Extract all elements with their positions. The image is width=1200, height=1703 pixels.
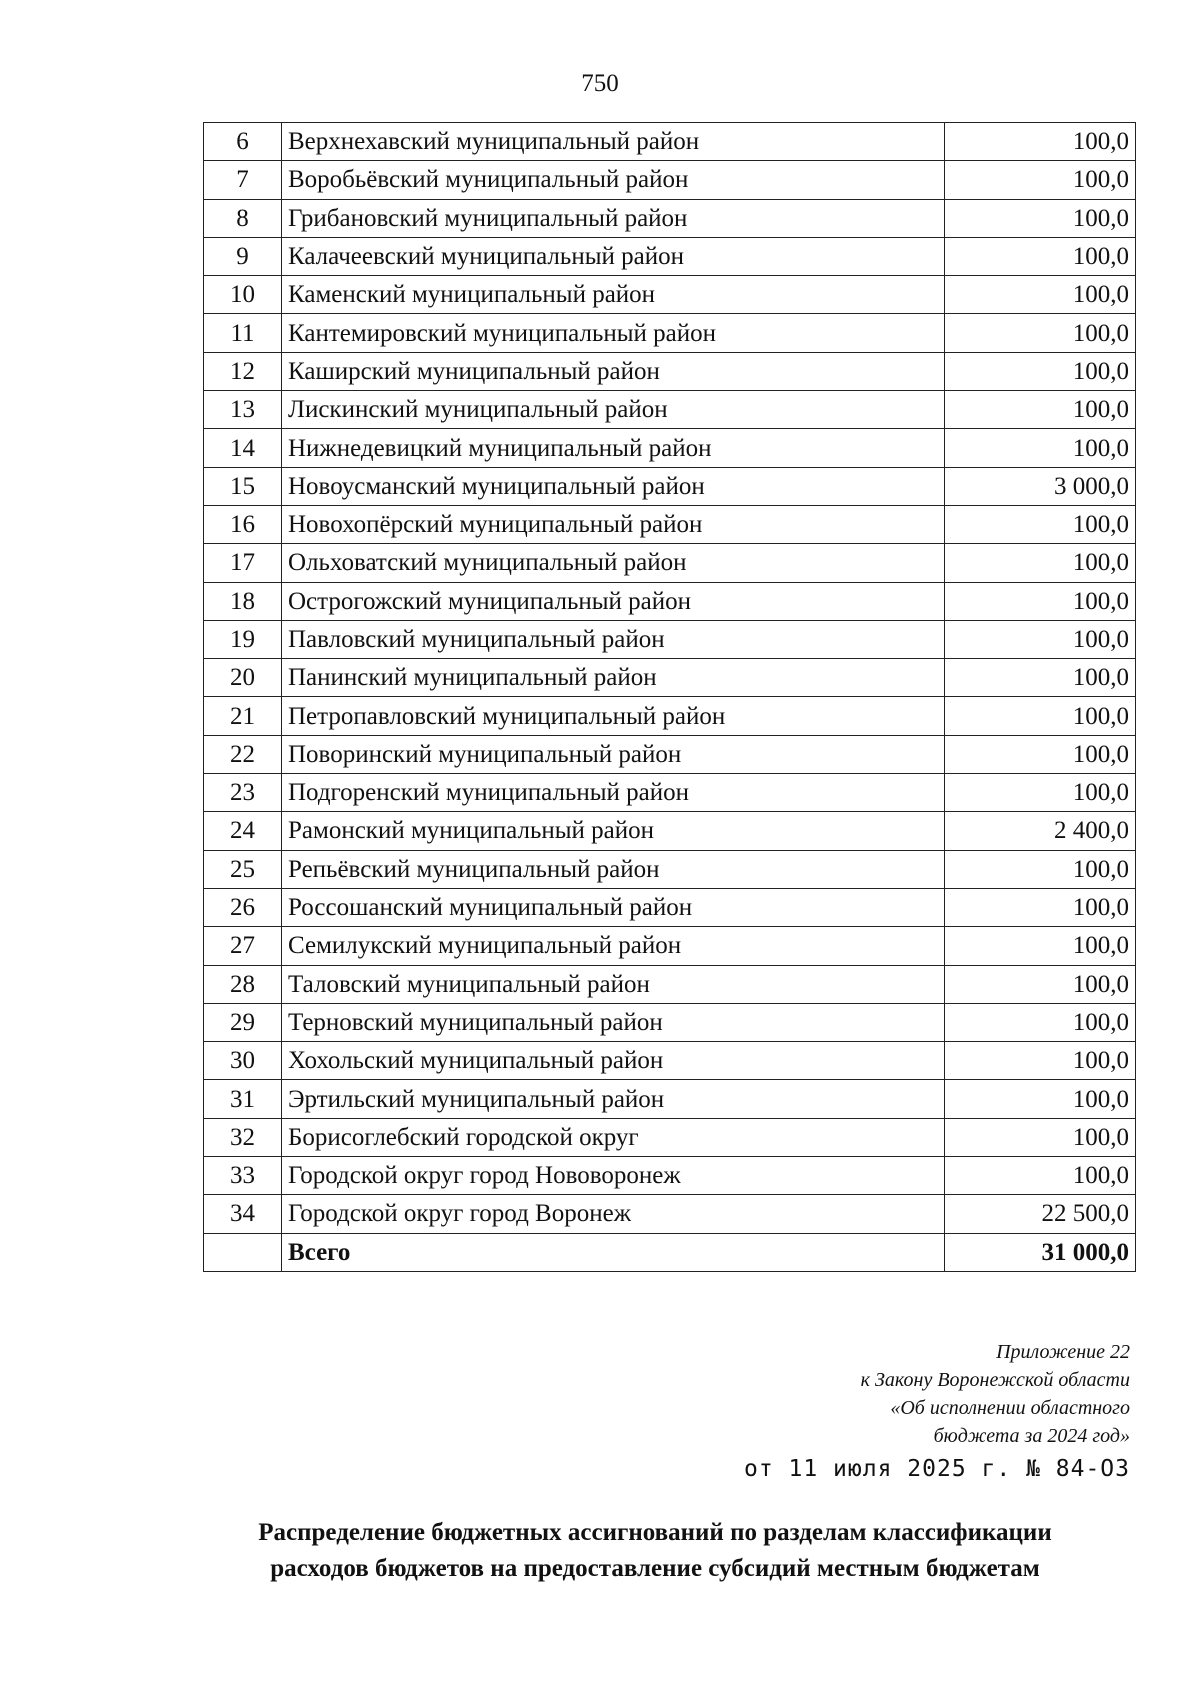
municipality-name-cell: Рамонский муниципальный район xyxy=(282,812,945,850)
municipality-name-cell: Новохопёрский муниципальный район xyxy=(282,505,945,543)
amount-cell: 100,0 xyxy=(945,276,1136,314)
municipality-name-cell: Острогожский муниципальный район xyxy=(282,582,945,620)
amount-cell: 100,0 xyxy=(945,391,1136,429)
amount-cell: 100,0 xyxy=(945,161,1136,199)
row-number-cell: 15 xyxy=(204,467,282,505)
document-title xyxy=(180,1515,1130,1587)
municipality-name-cell: Калачеевский муниципальный район xyxy=(282,237,945,275)
municipality-name-cell: Павловский муниципальный район xyxy=(282,620,945,658)
title-line: расходов бюджетов на предоставление субсидий местным бюджетам xyxy=(270,1555,1040,1582)
table-row xyxy=(204,391,1136,429)
municipality-name-cell: Всего xyxy=(282,1233,945,1271)
amount-cell: 100,0 xyxy=(945,582,1136,620)
table-row xyxy=(204,123,1136,161)
amount-cell: 31 000,0 xyxy=(945,1233,1136,1271)
row-number-cell: 8 xyxy=(204,199,282,237)
municipality-name-cell: Таловский муниципальный район xyxy=(282,965,945,1003)
appendix-line: Приложение 22 xyxy=(996,1341,1130,1363)
row-number-cell: 14 xyxy=(204,429,282,467)
municipality-name-cell: Эртильский муниципальный район xyxy=(282,1080,945,1118)
row-number-cell: 26 xyxy=(204,888,282,926)
row-number-cell: 32 xyxy=(204,1118,282,1156)
total-row xyxy=(204,1233,1136,1271)
table-row xyxy=(204,276,1136,314)
table-row xyxy=(204,927,1136,965)
amount-cell: 100,0 xyxy=(945,123,1136,161)
table-row xyxy=(204,429,1136,467)
amount-cell: 100,0 xyxy=(945,352,1136,390)
amount-cell: 100,0 xyxy=(945,429,1136,467)
municipality-name-cell: Городской округ город Нововоронеж xyxy=(282,1157,945,1195)
amount-cell: 100,0 xyxy=(945,735,1136,773)
municipality-name-cell: Грибановский муниципальный район xyxy=(282,199,945,237)
row-number-cell xyxy=(204,1233,282,1271)
table-row xyxy=(204,161,1136,199)
amount-cell: 100,0 xyxy=(945,659,1136,697)
municipality-name-cell: Городской округ город Воронеж xyxy=(282,1195,945,1233)
row-number-cell: 21 xyxy=(204,697,282,735)
table-row xyxy=(204,199,1136,237)
municipality-name-cell: Нижнедевицкий муниципальный район xyxy=(282,429,945,467)
amount-cell: 100,0 xyxy=(945,544,1136,582)
amount-cell: 100,0 xyxy=(945,888,1136,926)
appendix-line: бюджета за 2024 год» xyxy=(933,1425,1130,1447)
table-row xyxy=(204,888,1136,926)
municipality-name-cell: Новоусманский муниципальный район xyxy=(282,467,945,505)
table-row xyxy=(204,582,1136,620)
row-number-cell: 10 xyxy=(204,276,282,314)
row-number-cell: 25 xyxy=(204,850,282,888)
row-number-cell: 34 xyxy=(204,1195,282,1233)
row-number-cell: 16 xyxy=(204,505,282,543)
table-row xyxy=(204,965,1136,1003)
municipality-name-cell: Лискинский муниципальный район xyxy=(282,391,945,429)
row-number-cell: 22 xyxy=(204,735,282,773)
table-row xyxy=(204,697,1136,735)
table-row xyxy=(204,505,1136,543)
amount-cell: 100,0 xyxy=(945,1003,1136,1041)
municipality-name-cell: Панинский муниципальный район xyxy=(282,659,945,697)
municipality-name-cell: Хохольский муниципальный район xyxy=(282,1042,945,1080)
municipality-name-cell: Поворинский муниципальный район xyxy=(282,735,945,773)
amount-cell: 100,0 xyxy=(945,1157,1136,1195)
row-number-cell: 18 xyxy=(204,582,282,620)
appendix-reference xyxy=(530,1338,1130,1450)
row-number-cell: 28 xyxy=(204,965,282,1003)
table-row xyxy=(204,1080,1136,1118)
table-row xyxy=(204,659,1136,697)
municipality-name-cell: Верхнехавский муниципальный район xyxy=(282,123,945,161)
title-line: Распределение бюджетных ассигнований по разделам классификации xyxy=(258,1519,1052,1546)
amount-cell: 100,0 xyxy=(945,1042,1136,1080)
municipality-name-cell: Репьёвский муниципальный район xyxy=(282,850,945,888)
row-number-cell: 13 xyxy=(204,391,282,429)
row-number-cell: 27 xyxy=(204,927,282,965)
row-number-cell: 29 xyxy=(204,1003,282,1041)
amount-cell: 100,0 xyxy=(945,505,1136,543)
appendix-line: «Об исполнении областного xyxy=(890,1397,1130,1419)
table-row xyxy=(204,1157,1136,1195)
row-number-cell: 7 xyxy=(204,161,282,199)
row-number-cell: 33 xyxy=(204,1157,282,1195)
row-number-cell: 12 xyxy=(204,352,282,390)
table-row xyxy=(204,544,1136,582)
amount-cell: 2 400,0 xyxy=(945,812,1136,850)
amount-cell: 100,0 xyxy=(945,314,1136,352)
municipality-name-cell: Кантемировский муниципальный район xyxy=(282,314,945,352)
amount-cell: 100,0 xyxy=(945,697,1136,735)
table-row xyxy=(204,1003,1136,1041)
table-row xyxy=(204,467,1136,505)
table-row xyxy=(204,812,1136,850)
municipality-name-cell: Каширский муниципальный район xyxy=(282,352,945,390)
amount-cell: 100,0 xyxy=(945,1118,1136,1156)
municipality-name-cell: Терновский муниципальный район xyxy=(282,1003,945,1041)
table-row xyxy=(204,1195,1136,1233)
table-row xyxy=(204,314,1136,352)
amount-cell: 100,0 xyxy=(945,237,1136,275)
amount-cell: 100,0 xyxy=(945,774,1136,812)
row-number-cell: 20 xyxy=(204,659,282,697)
row-number-cell: 19 xyxy=(204,620,282,658)
row-number-cell: 31 xyxy=(204,1080,282,1118)
row-number-cell: 30 xyxy=(204,1042,282,1080)
table-row xyxy=(204,850,1136,888)
municipality-name-cell: Россошанский муниципальный район xyxy=(282,888,945,926)
amount-cell: 100,0 xyxy=(945,1080,1136,1118)
table-row xyxy=(204,1042,1136,1080)
amount-cell: 3 000,0 xyxy=(945,467,1136,505)
amount-cell: 100,0 xyxy=(945,620,1136,658)
amount-cell: 100,0 xyxy=(945,850,1136,888)
appendix-line: к Закону Воронежской области xyxy=(860,1369,1130,1391)
row-number-cell: 23 xyxy=(204,774,282,812)
table-row xyxy=(204,735,1136,773)
municipality-name-cell: Петропавловский муниципальный район xyxy=(282,697,945,735)
allocation-table xyxy=(203,122,1136,1272)
amount-cell: 100,0 xyxy=(945,965,1136,1003)
municipality-name-cell: Семилукский муниципальный район xyxy=(282,927,945,965)
row-number-cell: 17 xyxy=(204,544,282,582)
municipality-name-cell: Ольховатский муниципальный район xyxy=(282,544,945,582)
row-number-cell: 9 xyxy=(204,237,282,275)
table-row xyxy=(204,620,1136,658)
municipality-name-cell: Каменский муниципальный район xyxy=(282,276,945,314)
table-row xyxy=(204,352,1136,390)
row-number-cell: 6 xyxy=(204,123,282,161)
municipality-name-cell: Подгоренский муниципальный район xyxy=(282,774,945,812)
amount-cell: 100,0 xyxy=(945,927,1136,965)
table-row xyxy=(204,774,1136,812)
municipality-name-cell: Борисоглебский городской округ xyxy=(282,1118,945,1156)
table-row xyxy=(204,1118,1136,1156)
row-number-cell: 24 xyxy=(204,812,282,850)
page-number: 750 xyxy=(581,70,619,97)
row-number-cell: 11 xyxy=(204,314,282,352)
appendix-date: от 11 июля 2025 г. № 84-ОЗ xyxy=(743,1456,1130,1482)
amount-cell: 100,0 xyxy=(945,199,1136,237)
municipality-name-cell: Воробьёвский муниципальный район xyxy=(282,161,945,199)
table-body xyxy=(204,123,1136,1272)
table-row xyxy=(204,237,1136,275)
amount-cell: 22 500,0 xyxy=(945,1195,1136,1233)
